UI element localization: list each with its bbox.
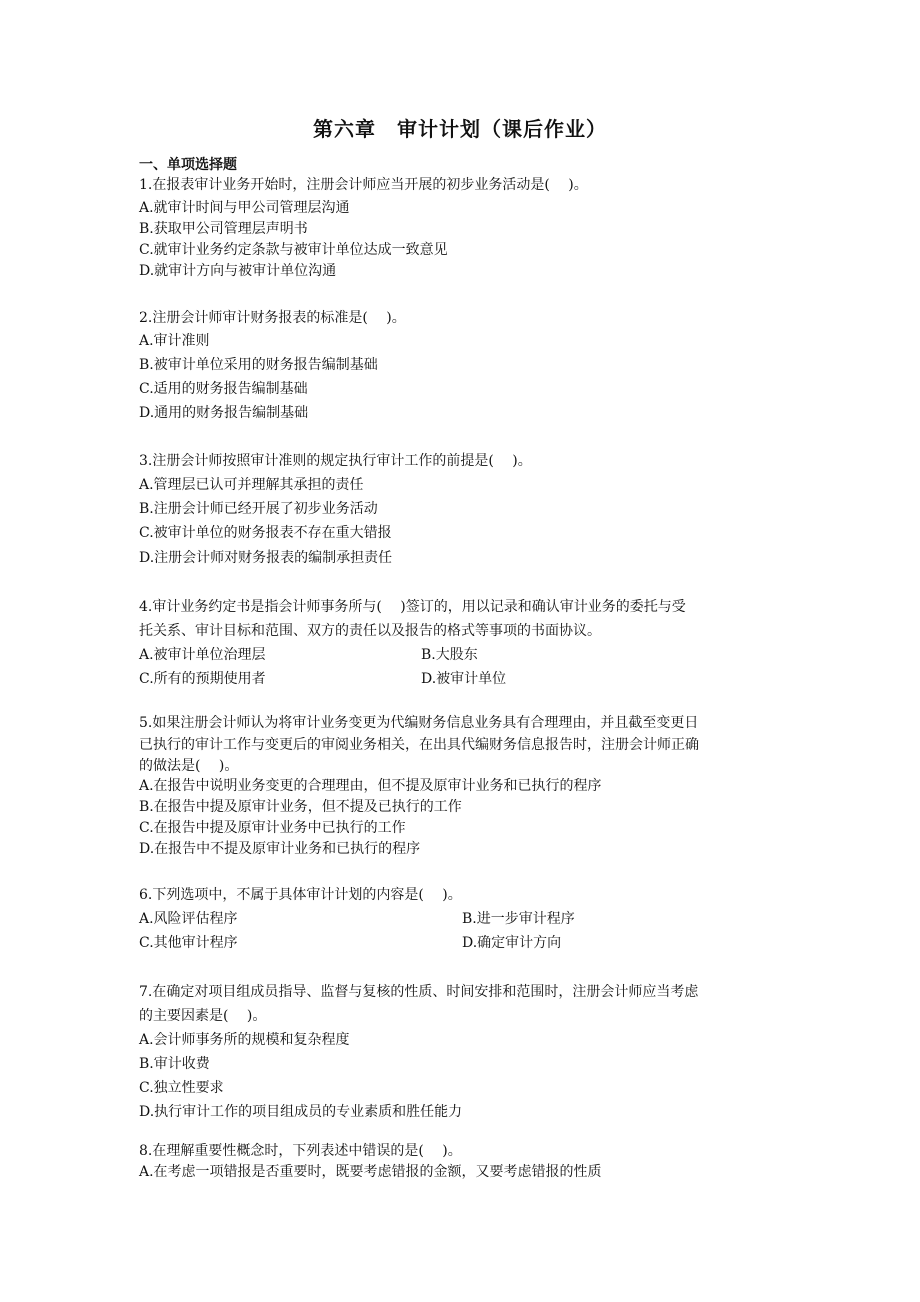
question-5-stem-line-3: 的做法是( )。 bbox=[139, 758, 239, 774]
question-2-option-a: A.审计准则 bbox=[139, 333, 210, 349]
question-2-stem: 2.注册会计师审计财务报表的标准是( )。 bbox=[139, 310, 406, 326]
question-8-stem: 8.在理解重要性概念时，下列表述中错误的是( )。 bbox=[139, 1143, 462, 1159]
question-1-option-b: B.获取甲公司管理层声明书 bbox=[139, 221, 308, 237]
question-8-option-a: A.在考虑一项错报是否重要时，既要考虑错报的金额，又要考虑错报的性质 bbox=[139, 1164, 602, 1180]
question-4-option-b: B.大股东 bbox=[421, 647, 478, 663]
question-1-option-d: D.就审计方向与被审计单位沟通 bbox=[139, 263, 337, 279]
question-3-option-a: A.管理层已认可并理解其承担的责任 bbox=[139, 477, 364, 493]
question-3-stem: 3.注册会计师按照审计准则的规定执行审计工作的前提是( )。 bbox=[139, 453, 532, 469]
question-6-option-c: C.其他审计程序 bbox=[139, 935, 238, 951]
question-2-option-b: B.被审计单位采用的财务报告编制基础 bbox=[139, 357, 378, 373]
question-6-option-b: B.进一步审计程序 bbox=[462, 911, 575, 927]
question-2-option-c: C.适用的财务报告编制基础 bbox=[139, 381, 308, 397]
question-5-option-b: B.在报告中提及原审计业务，但不提及已执行的工作 bbox=[139, 799, 462, 815]
page-title: 第六章 审计计划（课后作业） bbox=[313, 117, 607, 141]
question-3-option-b: B.注册会计师已经开展了初步业务活动 bbox=[139, 501, 378, 517]
question-5-option-c: C.在报告中提及原审计业务中已执行的工作 bbox=[139, 820, 406, 836]
question-6-option-a: A.风险评估程序 bbox=[139, 911, 238, 927]
question-5-option-d: D.在报告中不提及原审计业务和已执行的程序 bbox=[139, 841, 421, 857]
question-7-option-a: A.会计师事务所的规模和复杂程度 bbox=[139, 1032, 350, 1048]
question-6-option-d: D.确定审计方向 bbox=[462, 935, 562, 951]
question-5-stem-line-2: 已执行的审计工作与变更后的审阅业务相关，在出具代编财务信息报告时，注册会计师正确 bbox=[139, 737, 699, 753]
question-1-option-a: A.就审计时间与甲公司管理层沟通 bbox=[139, 200, 350, 216]
question-4-option-d: D.被审计单位 bbox=[421, 671, 507, 687]
question-1-stem: 1.在报表审计业务开始时，注册会计师应当开展的初步业务活动是( )。 bbox=[139, 177, 588, 193]
question-5-stem-line-1: 5.如果注册会计师认为将审计业务变更为代编财务信息业务具有合理理由，并且截至变更日 bbox=[139, 715, 699, 731]
question-4-stem-line-2: 托关系、审计目标和范围、双方的责任以及报告的格式等事项的书面协议。 bbox=[139, 623, 601, 639]
question-3-option-d: D.注册会计师对财务报表的编制承担责任 bbox=[139, 550, 393, 566]
question-5-option-a: A.在报告中说明业务变更的合理理由，但不提及原审计业务和已执行的程序 bbox=[139, 778, 602, 794]
question-4-option-c: C.所有的预期使用者 bbox=[139, 671, 266, 687]
question-3-option-c: C.被审计单位的财务报表不存在重大错报 bbox=[139, 525, 392, 541]
question-1-option-c: C.就审计业务约定条款与被审计单位达成一致意见 bbox=[139, 242, 448, 258]
section-heading: 一、单项选择题 bbox=[139, 157, 237, 173]
question-7-stem-line-1: 7.在确定对项目组成员指导、监督与复核的性质、时间安排和范围时，注册会计师应当考虑 bbox=[139, 984, 699, 1000]
question-4-option-a: A.被审计单位治理层 bbox=[139, 647, 266, 663]
question-6-stem: 6.下列选项中，不属于具体审计计划的内容是( )。 bbox=[139, 887, 462, 903]
question-4-stem-line-1: 4.审计业务约定书是指会计师事务所与( )签订的，用以记录和确认审计业务的委托与受 bbox=[139, 599, 686, 615]
question-2-option-d: D.通用的财务报告编制基础 bbox=[139, 405, 309, 421]
question-7-option-c: C.独立性要求 bbox=[139, 1080, 224, 1096]
question-7-option-d: D.执行审计工作的项目组成员的专业素质和胜任能力 bbox=[139, 1104, 463, 1120]
question-7-stem-line-2: 的主要因素是( )。 bbox=[139, 1008, 267, 1024]
question-7-option-b: B.审计收费 bbox=[139, 1056, 210, 1072]
